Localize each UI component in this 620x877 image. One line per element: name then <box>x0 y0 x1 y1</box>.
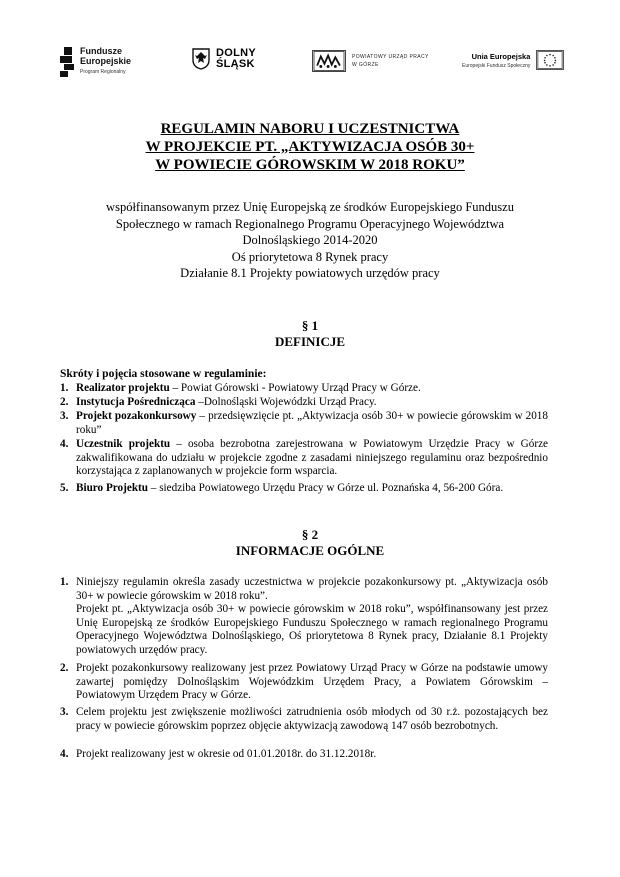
ds-logo-line2: ŚLĄSK <box>216 58 255 70</box>
title-line2: W PROJEKCIE PT. „AKTYWIZACJA OSÓB 30+ <box>145 139 475 155</box>
info-paragraph: Projekt pozakonkursowy realizowany jest przez Powiatowy Urząd Pracy w Górze na podstawie umowy zawartej pomiędzy Dolnośląskim Wojewódzkim Urzędem Pracy, a Powiatem Górowskim – Powiatowym Urzędem Pracy w Górze. <box>76 662 548 702</box>
info-item <box>60 662 548 703</box>
definition-item <box>60 438 548 479</box>
info-number: 4. <box>60 748 69 760</box>
ue-logo-line1: Unia Europejska <box>471 51 531 61</box>
definition-term: Projekt pozakonkursowy <box>76 410 197 422</box>
info-item <box>60 706 548 733</box>
definition-text: – osoba bezrobotna zarejestrowana w Powiatowym Urzędzie Pracy w Górze zakwalifikowana do udziału w projekcie zgodne z zasadami niniejszego regulaminu oraz bezpośrednio korzystająca z zaplanowanych w projekcie form wsparcia. <box>76 438 549 478</box>
info-item <box>60 748 548 762</box>
pup-logo-line2: W GÓRZE <box>352 62 379 68</box>
definition-number: 4. <box>60 438 69 450</box>
info-number: 1. <box>60 576 69 588</box>
definitions-label: Skróty i pojęcia stosowane w regulaminie: <box>60 368 267 380</box>
definition-text: –Dolnośląski Wojewódzki Urząd Pracy. <box>195 396 377 408</box>
definition-term: Uczestnik projektu <box>76 438 171 450</box>
pup-emblem-icon <box>312 50 346 72</box>
intro-line1: współfinansowanym przez Unię Europejską ze środków Europejskiego Funduszu <box>106 200 514 214</box>
fe-logo-line2: Europejskie <box>80 56 132 66</box>
section1-number: § 1 <box>301 318 319 333</box>
info-paragraph: Celem projektu jest zwiększenie możliwości zatrudnienia osób młodych od 30 r.ż. pozostających bez pracy w powiecie górowskim poprzez objęcie aktywizacją zawodową 147 osób bezrobotnych. <box>76 706 548 732</box>
section2-title: INFORMACJE OGÓLNE <box>235 543 385 558</box>
logo-bar <box>0 42 620 82</box>
info-number: 3. <box>60 706 69 718</box>
info-paragraph: Projekt pt. „Aktywizacja osób 30+ w powiecie górowskim w 2018 roku”, współfinansowany jest przez Unię Europejską ze środków Europejskiego Funduszu Społecznego w ramach regionalnego Programu Operacyjnego Województwa Dolnośląskiego, Oś priorytetowa 8 Rynek pracy, Działanie 8.1 Projekty powiatowych urzędów pracy. <box>76 603 548 656</box>
intro-block <box>0 199 620 282</box>
definition-item <box>60 482 548 496</box>
section1-heading <box>0 318 620 350</box>
definition-term: Biuro Projektu <box>76 482 148 494</box>
definition-number: 2. <box>60 396 69 408</box>
definition-text: – siedziba Powiatowego Urzędu Pracy w Górze ul. Poznańska 4, 56-200 Góra. <box>148 482 504 494</box>
definition-text: – Powiat Górowski - Powiatowy Urząd Pracy w Górze. <box>169 382 421 394</box>
definition-number: 5. <box>60 482 69 494</box>
definition-term: Instytucja Pośrednicząca <box>76 396 196 408</box>
definition-term: Realizator projektu <box>76 382 170 394</box>
definition-item <box>60 396 548 410</box>
fundusze-europejskie-logo <box>60 46 131 77</box>
ds-logo-line1: DOLNY <box>216 47 256 59</box>
pup-logo-line1: POWIATOWY URZĄD PRACY <box>352 54 429 60</box>
unia-europejska-logo <box>462 50 564 70</box>
fe-logo-line3: Program Regionalny <box>80 69 126 75</box>
intro-line5: Działanie 8.1 Projekty powiatowych urzędów pracy <box>180 266 440 280</box>
definition-text: – przedsięwzięcie pt. „Aktywizacja osób 30+ w powiecie górowskim w 2018 roku” <box>76 410 548 436</box>
info-paragraph: Niniejszy regulamin określa zasady uczestnictwa w projekcie pozakonkursowy pt. „Aktywizacja osób 30+ w powiecie górowskim w 2018 roku”. <box>76 576 548 602</box>
intro-line3: Dolnośląskiego 2014-2020 <box>242 233 378 247</box>
info-number: 2. <box>60 662 69 674</box>
title-line3: W POWIECIE GÓROWSKIM W 2018 ROKU” <box>155 157 465 173</box>
fundusze-europejskie-mark-icon <box>60 47 76 77</box>
intro-line4: Oś priorytetowa 8 Rynek pracy <box>231 249 389 264</box>
definition-item <box>60 410 548 437</box>
ue-logo-line2: Europejski Fundusz Społeczny <box>462 62 531 69</box>
definition-number: 3. <box>60 410 69 422</box>
section2-number: § 2 <box>301 527 319 542</box>
definition-item <box>60 382 548 396</box>
intro-line2: Społecznego w ramach Regionalnego Programu Operacyjnego Województwa <box>115 216 505 231</box>
info-item <box>60 576 548 658</box>
section1-title: DEFINICJE <box>274 334 346 349</box>
title-line1: REGULAMIN NABORU I UCZESTNICTWA <box>160 121 460 137</box>
info-paragraph: Projekt realizowany jest w okresie od 01.01.2018r. do 31.12.2018r. <box>76 748 377 760</box>
dolny-slask-logo <box>192 48 256 70</box>
eagle-shield-icon <box>192 48 210 70</box>
fe-logo-line1: Fundusze <box>80 46 122 56</box>
document-title <box>0 120 620 174</box>
section2-heading <box>0 527 620 559</box>
eu-flag-icon <box>536 50 564 70</box>
definition-number: 1. <box>60 382 69 394</box>
powiatowy-urzad-pracy-logo <box>312 50 429 72</box>
